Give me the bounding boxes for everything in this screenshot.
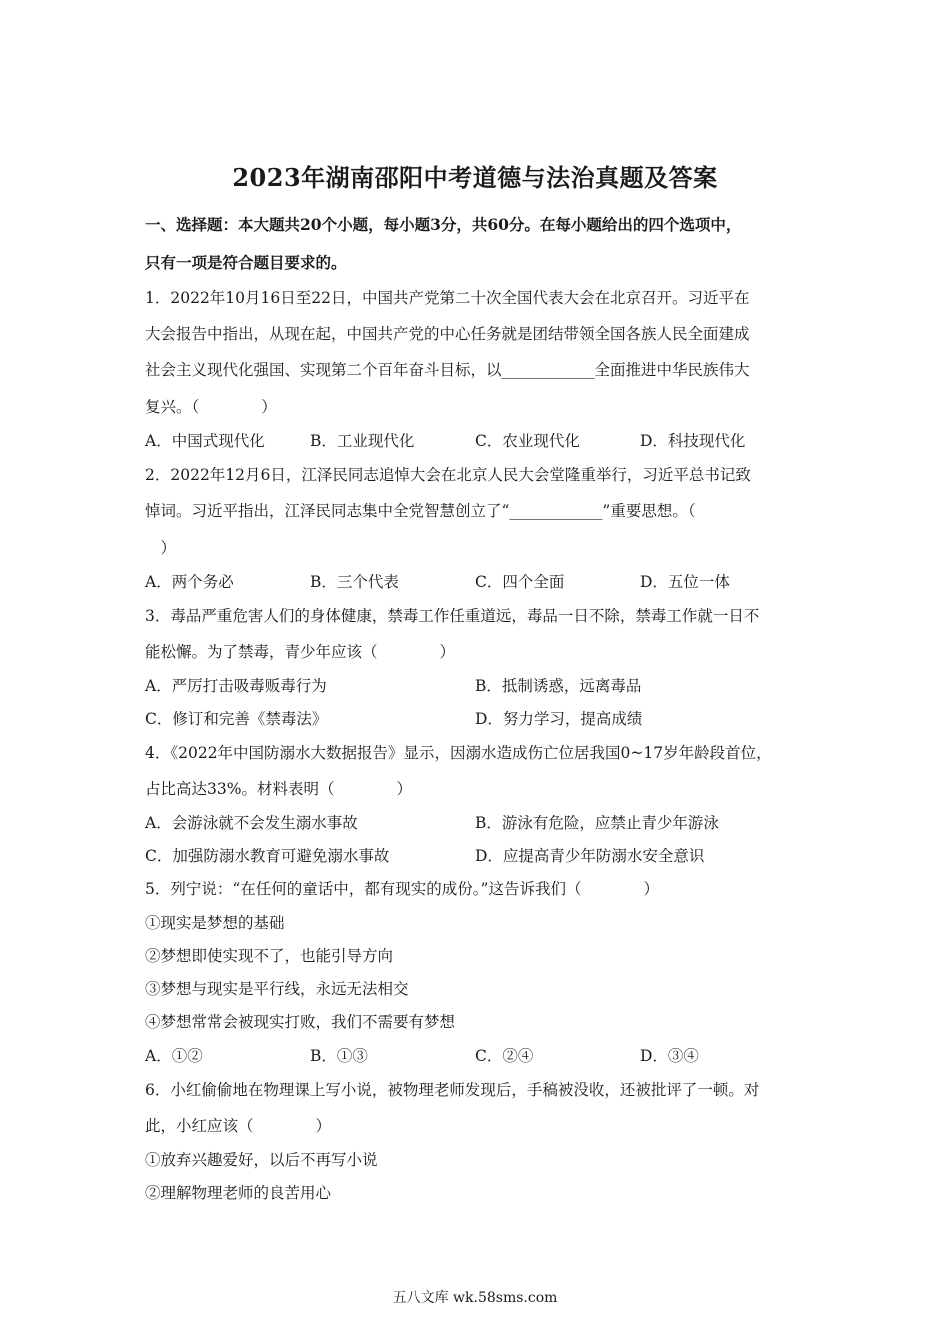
question-6-line-2: 此，小红应该（ ） — [145, 1117, 332, 1135]
question-5-statement-3: ③梦想与现实是平行线，永远无法相交 — [145, 980, 409, 998]
question-1-option-b: B．工业现代化 — [310, 432, 415, 450]
page-footer-watermark: 五八文库 wk.58sms.com — [392, 1290, 558, 1306]
question-2-line-1: 2．2022年12月6日，江泽民同志追悼大会在北京人民大会堂隆重举行，习近平总书记致 — [145, 466, 751, 484]
question-3-option-c: C．修订和完善《禁毒法》 — [145, 710, 328, 728]
question-4-option-b: B．游泳有危险，应禁止青少年游泳 — [475, 814, 719, 832]
question-4-line-1: 4．《2022年中国防溺水大数据报告》显示，因溺水造成伤亡位居我国0~17岁年龄段首位， — [145, 744, 772, 762]
question-2-line-2: 悼词。习近平指出，江泽民同志集中全党智慧创立了“____________”重要思想。（ — [145, 502, 696, 520]
question-5-statement-4: ④梦想常常会被现实打败，我们不需要有梦想 — [145, 1013, 456, 1031]
question-3-line-1: 3．毒品严重危害人们的身体健康，禁毒工作任重道远，毒品一日不除，禁毒工作就一日不 — [145, 607, 760, 625]
question-4-option-d: D．应提高青少年防溺水安全意识 — [475, 847, 705, 865]
question-1-line-3: 社会主义现代化强国、实现第二个百年奋斗目标，以____________全面推进中华民族伟大 — [145, 361, 750, 379]
question-3-line-2: 能松懈。为了禁毒，青少年应该（ ） — [145, 643, 456, 661]
question-5-option-d: D．③④ — [640, 1047, 699, 1065]
question-2-line-3: ） — [145, 539, 177, 557]
question-4-option-a: A．会游泳就不会发生溺水事故 — [145, 814, 358, 832]
question-5-line-1: 5．列宁说：“在任何的童话中，都有现实的成份。”这告诉我们（ ） — [145, 880, 659, 898]
question-3-option-b: B．抵制诱惑，远离毒品 — [475, 677, 642, 695]
question-1-option-c: C．农业现代化 — [475, 432, 580, 450]
question-1-line-1: 1．2022年10月16日至22日，中国共产党第二十次全国代表大会在北京召开。习近平在 — [145, 289, 750, 307]
page-title: 2023年湖南邵阳中考道德与法治真题及答案 — [232, 163, 718, 192]
question-5-option-a: A．①② — [145, 1047, 203, 1065]
question-4-option-c: C．加强防溺水教育可避免溺水事故 — [145, 847, 390, 865]
question-6-statement-1: ①放弃兴趣爱好，以后不再写小说 — [145, 1151, 378, 1169]
question-2-option-d: D．五位一体 — [640, 573, 730, 591]
question-4-line-2: 占比高达33%。材料表明（ ） — [145, 780, 412, 798]
question-6-statement-2: ②理解物理老师的良苦用心 — [145, 1184, 332, 1202]
question-6-line-1: 6．小红偷偷地在物理课上写小说，被物理老师发现后，手稿被没收，还被批评了一顿。对 — [145, 1081, 760, 1099]
question-3-option-d: D．努力学习，提高成绩 — [475, 710, 643, 728]
question-5-option-b: B．①③ — [310, 1047, 368, 1065]
section-heading-line-1: 一、选择题：本大题共20个小题，每小题3分，共60分。在每小题给出的四个选项中， — [145, 215, 742, 234]
question-2-option-a: A．两个务必 — [145, 573, 234, 591]
question-1-line-2: 大会报告中指出，从现在起，中国共产党的中心任务就是团结带领全国各族人民全面建成 — [145, 325, 750, 343]
question-5-statement-2: ②梦想即使实现不了，也能引导方向 — [145, 947, 394, 965]
question-1-option-d: D．科技现代化 — [640, 432, 746, 450]
question-3-option-a: A．严厉打击吸毒贩毒行为 — [145, 677, 327, 695]
question-5-statement-1: ①现实是梦想的基础 — [145, 914, 285, 932]
question-5-option-c: C．②④ — [475, 1047, 534, 1065]
section-heading-line-2: 只有一项是符合题目要求的。 — [145, 253, 347, 272]
question-2-option-c: C．四个全面 — [475, 573, 565, 591]
question-2-option-b: B．三个代表 — [310, 573, 399, 591]
question-1-line-4: 复兴。（ ） — [145, 398, 277, 416]
question-1-option-a: A．中国式现代化 — [145, 432, 265, 450]
